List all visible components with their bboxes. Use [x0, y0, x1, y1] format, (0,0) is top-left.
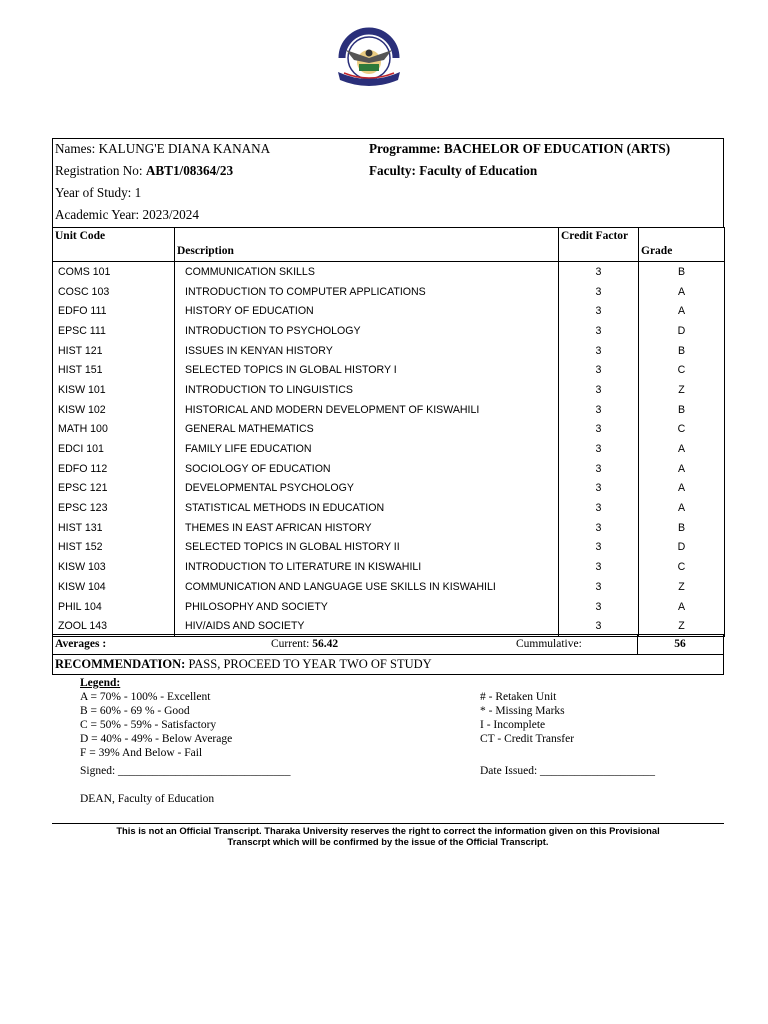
code-legend — [480, 690, 574, 746]
academic-year — [55, 207, 199, 223]
unit-code-cell: HIST 131 — [53, 518, 175, 538]
registration-number — [55, 163, 233, 179]
grade-cell: C — [639, 557, 725, 577]
table-row — [53, 341, 725, 361]
grade-cell: Z — [639, 380, 725, 400]
faculty — [369, 163, 537, 179]
unit-code-cell: PHIL 104 — [53, 597, 175, 617]
description-cell: INTRODUCTION TO LINGUISTICS — [175, 380, 559, 400]
table-row — [53, 360, 725, 380]
programme — [369, 141, 670, 157]
table-row — [53, 557, 725, 577]
grade-cell: Z — [639, 616, 725, 636]
legend-code-item: I - Incomplete — [480, 719, 546, 731]
credit-factor-cell: 3 — [559, 400, 639, 420]
disclaimer — [52, 825, 724, 847]
unit-code-cell: HIST 121 — [53, 341, 175, 361]
description-cell: COMMUNICATION SKILLS — [175, 262, 559, 282]
unit-code-cell: KISW 104 — [53, 577, 175, 597]
legend-grade-item: F = 39% And Below - Fail — [80, 747, 203, 759]
unit-code-cell: EDCI 101 — [53, 439, 175, 459]
legend-code-item: # - Retaken Unit — [480, 691, 557, 703]
averages-row — [52, 634, 724, 655]
legend-grade-item: B = 60% - 69 % - Good — [80, 705, 190, 717]
credit-factor-cell: 3 — [559, 577, 639, 597]
credit-factor-cell: 3 — [559, 321, 639, 341]
description-cell: GENERAL MATHEMATICS — [175, 420, 559, 440]
academic-label: Academic Year: — [55, 207, 140, 222]
legend-grade-item: A = 70% - 100% - Excellent — [80, 691, 211, 703]
unit-code-cell: EPSC 123 — [53, 498, 175, 518]
credit-factor-cell: 3 — [559, 301, 639, 321]
year-of-study — [55, 185, 141, 201]
programme-value: BACHELOR OF EDUCATION (ARTS) — [443, 141, 671, 156]
table-row — [53, 380, 725, 400]
table-row — [53, 518, 725, 538]
dean-signatory: DEAN, Faculty of Education — [80, 793, 215, 805]
description-cell: STATISTICAL METHODS IN EDUCATION — [175, 498, 559, 518]
legend-code-item: * - Missing Marks — [480, 705, 565, 717]
description-cell: SOCIOLOGY OF EDUCATION — [175, 459, 559, 479]
unit-code-cell: MATH 100 — [53, 420, 175, 440]
names-value: KALUNG'E DIANA KANANA — [98, 141, 271, 156]
cumulative-value: 56 — [674, 638, 686, 650]
table-row — [53, 400, 725, 420]
unit-code-cell: EPSC 121 — [53, 479, 175, 499]
credit-factor-cell: 3 — [559, 262, 639, 282]
credit-factor-cell: 3 — [559, 439, 639, 459]
programme-label: Programme: — [369, 141, 441, 156]
units-table — [52, 227, 725, 637]
table-header-row — [53, 228, 725, 262]
grade-cell: B — [639, 262, 725, 282]
legend-grade-item: D = 40% - 49% - Below Average — [80, 733, 233, 745]
grade-cell: A — [639, 301, 725, 321]
table-row — [53, 538, 725, 558]
credit-factor-cell: 3 — [559, 341, 639, 361]
grade-cell: A — [639, 479, 725, 499]
footer-divider — [52, 823, 724, 824]
table-row — [53, 577, 725, 597]
description-cell: HISTORICAL AND MODERN DEVELOPMENT OF KISWAHILI — [175, 400, 559, 420]
academic-value: 2023/2024 — [142, 207, 199, 222]
credit-factor-cell: 3 — [559, 459, 639, 479]
description-cell: HIV/AIDS AND SOCIETY — [175, 616, 559, 636]
description-cell: HISTORY OF EDUCATION — [175, 301, 559, 321]
grade-cell: C — [639, 360, 725, 380]
unit-code-cell: EDFO 112 — [53, 459, 175, 479]
description-cell: THEMES IN EAST AFRICAN HISTORY — [175, 518, 559, 538]
description-cell: PHILOSOPHY AND SOCIETY — [175, 597, 559, 617]
disclaimer-line-1: This is not an Official Transcript. Tharaka University reserves the right to correct the information given on this Provisional — [116, 825, 660, 836]
unit-code-cell: HIST 152 — [53, 538, 175, 558]
recommendation-label: RECOMMENDATION: — [55, 657, 186, 671]
unit-code-cell: KISW 102 — [53, 400, 175, 420]
student-names — [55, 141, 270, 157]
faculty-label: Faculty: — [369, 163, 416, 178]
description-cell: SELECTED TOPICS IN GLOBAL HISTORY I — [175, 360, 559, 380]
university-seal-icon — [332, 26, 406, 90]
header-unit-code: Unit Code — [53, 228, 175, 262]
grade-cell: A — [639, 459, 725, 479]
grade-cell: A — [639, 282, 725, 302]
grade-cell: D — [639, 538, 725, 558]
credit-factor-cell: 3 — [559, 282, 639, 302]
unit-code-cell: COMS 101 — [53, 262, 175, 282]
credit-factor-cell: 3 — [559, 597, 639, 617]
legend-grade-item: C = 50% - 59% - Satisfactory — [80, 719, 217, 731]
table-row — [53, 498, 725, 518]
table-row — [53, 479, 725, 499]
description-cell: DEVELOPMENTAL PSYCHOLOGY — [175, 479, 559, 499]
credit-factor-cell: 3 — [559, 360, 639, 380]
description-cell: INTRODUCTION TO PSYCHOLOGY — [175, 321, 559, 341]
recommendation-row — [52, 654, 724, 675]
cumulative-label: Cummulative: — [516, 638, 582, 650]
table-row — [53, 420, 725, 440]
table-row — [53, 439, 725, 459]
signed-line: Signed: ______________________________ — [80, 765, 291, 777]
year-value: 1 — [134, 185, 142, 200]
disclaimer-line-2: Transcrpt which will be confirmed by the issue of the Official Transcript. — [227, 836, 549, 847]
unit-code-cell: EDFO 111 — [53, 301, 175, 321]
credit-factor-cell: 3 — [559, 380, 639, 400]
header-grade: Grade — [639, 228, 725, 262]
unit-code-cell: ZOOL 143 — [53, 616, 175, 636]
credit-factor-cell: 3 — [559, 518, 639, 538]
description-cell: ISSUES IN KENYAN HISTORY — [175, 341, 559, 361]
legend-title: Legend: — [80, 677, 121, 689]
table-row — [53, 321, 725, 341]
unit-code-cell: KISW 103 — [53, 557, 175, 577]
grade-cell: C — [639, 420, 725, 440]
grade-cell: A — [639, 498, 725, 518]
date-issued-line: Date Issued: ____________________ — [480, 765, 656, 777]
averages-label: Averages : — [55, 638, 107, 650]
grade-cell: Z — [639, 577, 725, 597]
description-cell: FAMILY LIFE EDUCATION — [175, 439, 559, 459]
student-info-header — [52, 138, 724, 228]
reg-value: ABT1/08364/23 — [145, 163, 234, 178]
grade-cell: A — [639, 439, 725, 459]
unit-code-cell: EPSC 111 — [53, 321, 175, 341]
credit-factor-cell: 3 — [559, 538, 639, 558]
current-average: Current: 56.42 — [271, 638, 339, 650]
table-row — [53, 459, 725, 479]
header-credit-factor: Credit Factor — [559, 228, 639, 262]
description-cell: INTRODUCTION TO COMPUTER APPLICATIONS — [175, 282, 559, 302]
credit-factor-cell: 3 — [559, 616, 639, 636]
legend-code-item: CT - Credit Transfer — [480, 733, 575, 745]
description-cell: COMMUNICATION AND LANGUAGE USE SKILLS IN KISWAHILI — [175, 577, 559, 597]
description-cell: INTRODUCTION TO LITERATURE IN KISWAHILI — [175, 557, 559, 577]
recommendation-value: PASS, PROCEED TO YEAR TWO OF STUDY — [188, 657, 432, 671]
credit-factor-cell: 3 — [559, 498, 639, 518]
grade-cell: B — [639, 341, 725, 361]
table-row — [53, 282, 725, 302]
grade-cell: D — [639, 321, 725, 341]
grade-legend — [80, 676, 232, 760]
table-row — [53, 301, 725, 321]
unit-code-cell: KISW 101 — [53, 380, 175, 400]
grade-cell: B — [639, 400, 725, 420]
unit-code-cell: COSC 103 — [53, 282, 175, 302]
faculty-value: Faculty of Education — [419, 163, 538, 178]
grade-cell: B — [639, 518, 725, 538]
table-row — [53, 262, 725, 282]
table-row — [53, 597, 725, 617]
reg-label: Registration No: — [55, 163, 143, 178]
credit-factor-cell: 3 — [559, 479, 639, 499]
header-description: Description — [175, 228, 559, 262]
credit-factor-cell: 3 — [559, 557, 639, 577]
credit-factor-cell: 3 — [559, 420, 639, 440]
unit-code-cell: HIST 151 — [53, 360, 175, 380]
grade-cell: A — [639, 597, 725, 617]
names-label: Names: — [55, 141, 96, 156]
description-cell: SELECTED TOPICS IN GLOBAL HISTORY II — [175, 538, 559, 558]
year-label: Year of Study: — [55, 185, 132, 200]
